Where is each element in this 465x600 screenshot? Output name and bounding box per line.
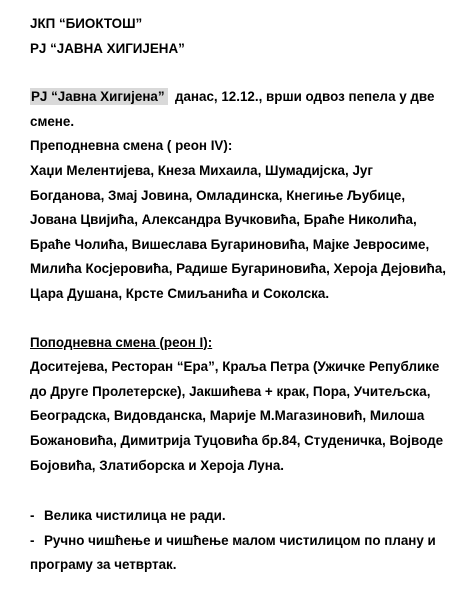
spacer [30,307,439,331]
afternoon-street-line: Београдска, Видовданска, Марије М.Магазиновић, Милоша [30,408,425,424]
header-unit: РЈ “ЈАВНА ХИГИЈЕНА” [30,40,185,56]
dash-bullet: - [30,532,35,548]
note-text: Ручно чишћење и чишћење малом чистилицом по плану и [44,532,436,548]
intro-highlight: РЈ “Јавна Хигијена” [30,88,168,105]
spacer [30,61,439,85]
morning-street-line: Милића Косјеровића, Радише Бугариновића, Хероја Дејовића, [30,261,447,277]
morning-street-line: Хаџи Мелентијева, Кнеза Михаила, Шумадијска, Југ [30,162,373,178]
morning-street-line: Богданова, Змај Јовина, Омладинска, Кнегиње Љубице, [30,187,406,203]
afternoon-street-line: Божановића, Димитрија Туцовића бр.84, Студеничка, Војводе [30,432,444,448]
afternoon-street-line: Доситејева, Ресторан “Ера”, Краља Петра (Ужичке Републике [30,359,440,375]
intro-line-2: смене. [30,113,75,129]
dash-bullet: - [30,508,35,524]
intro-text: данас, 12.12., врши одвоз пепела у две [167,89,435,105]
intro-line-1 [30,85,439,110]
morning-heading: Преподневна смена ( реон IV): [30,138,233,154]
note-text: Велика чистилица не ради. [44,508,226,524]
spacer [30,478,439,504]
morning-street-line: Браће Чолића, Вишеслава Бугариновића, Мајке Јевросиме, [30,236,430,252]
note-item-1 [30,504,439,529]
afternoon-heading: Поподневна смена (реон I): [30,334,213,350]
afternoon-street-line: Бојовића, Златиборска и Хероја Луна. [30,457,284,473]
morning-street-line: Цара Душана, Крсте Смиљанића и Соколска. [30,285,330,301]
note-item-2 [30,529,439,554]
note-item-2-continuation: програму за четвртак. [30,557,177,573]
afternoon-street-line: до Друге Пролетерске), Јакшићева + крак, Пора, Учитељска, [30,383,431,399]
morning-street-line: Јована Цвијића, Александра Вучковића, Браће Николића, [30,212,417,228]
header-company: ЈКП “БИОКТОШ” [30,16,143,31]
